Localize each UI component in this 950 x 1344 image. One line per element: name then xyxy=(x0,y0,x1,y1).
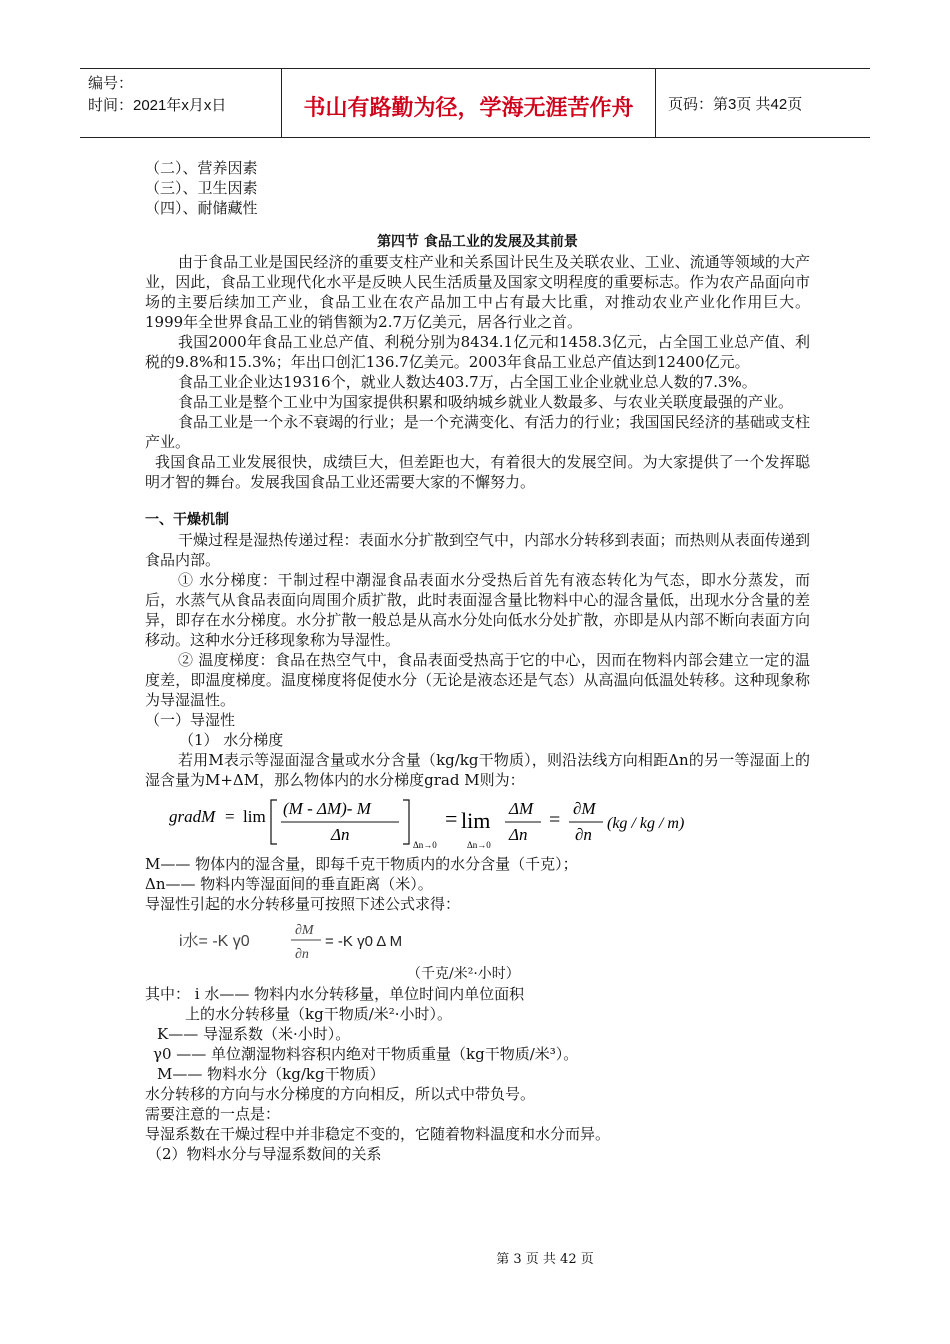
paragraph: 食品工业是一个永不衰竭的行业；是一个充满变化、有活力的行业；我国国民经济的基础或支柱产业。 xyxy=(145,413,810,451)
paragraph: 水分转移的方向与水分梯度的方向相反，所以式中带负号。 xyxy=(145,1085,536,1103)
formula2-num: ∂M xyxy=(295,923,314,938)
definition: 上的水分转移量（kg干物质/米²·小时）。 xyxy=(185,1005,453,1023)
paragraph: ② 温度梯度：食品在热空气中，食品表面受热高于它的中心，因而在物料内部会建立一定的温度差，即温度梯度。温度梯度将促使水分（无论是液态还是气态）从高温向低温处转移。这种现象称为导湿温性。 xyxy=(145,651,810,709)
formula-den2: Δn xyxy=(509,825,528,844)
paragraph: 若用M表示等湿面湿含量或水分含量（kg/kg干物质），则沿法线方向相距Δn的另一等湿面上的湿含量为M+ΔM，那么物体内的水分梯度grad M则为： xyxy=(145,751,810,789)
page-header xyxy=(80,68,870,138)
formula2-rhs: = -K γ0 Δ M xyxy=(325,933,403,950)
formula-unit: （千克/米²·小时） xyxy=(407,966,520,982)
paragraph: 干燥过程是湿热传递过程：表面水分扩散到空气中，内部水分转移到表面；而热则从表面传递到食品内部。 xyxy=(145,531,810,569)
subheading: （一）导湿性 xyxy=(145,711,236,729)
formula-num3: ∂M xyxy=(573,799,596,818)
definition: Δn—— 物料内等湿面间的垂直距离（米）。 xyxy=(145,875,433,893)
formula-equals: = xyxy=(225,807,235,826)
paragraph: 我国食品工业发展很快，成绩巨大，但差距也大，有着很大的发展空间。为大家提供了一个发挥聪明才智的舞台。发展我国食品工业还需要大家的不懈努力。 xyxy=(145,453,810,491)
definition: 导湿性引起的水分转移量可按照下述公式求得： xyxy=(145,895,461,913)
formula-units: (kg / kg / m) xyxy=(607,815,685,832)
formula-transfer-svg xyxy=(179,918,479,964)
paragraph: 食品工业是整个工业中为国家提供积累和吸纳城乡就业人数最多、与农业关联度最强的产业。 xyxy=(178,393,794,411)
page-footer xyxy=(0,1248,950,1267)
formula-grad-m-svg xyxy=(165,792,725,852)
heading: 一、干燥机制 xyxy=(145,512,229,528)
header-meta xyxy=(80,69,282,137)
paragraph: 由于食品工业是国民经济的重要支柱产业和关系国计民生及关联农业、工业、流通等领域的大产业，因此，食品工业现代化水平是反映人民生活质量及国家文明程度的重要标志。作为农产品面向市场的主要后续加工产业，食品工业在农产品加工中占有最大比重，对推动农业产业化作用巨大。1999年全世界食品工业的销售额为2.7万亿美元，居各行业之首。 xyxy=(145,253,810,331)
paragraph: 需要注意的一点是： xyxy=(145,1105,281,1123)
paragraph: 食品工业企业达19316个，就业人数达403.7万，占全国工业企业就业总人数的7.3%。 xyxy=(178,373,757,391)
list-item: （二）、营养因素 xyxy=(145,159,258,177)
definition: 其中： i 水—— 物料内水分转移量，单位时间内单位面积 xyxy=(145,985,525,1003)
formula-limit-sub-2: Δn→0 xyxy=(467,840,491,850)
list-item: （四）、耐储藏性 xyxy=(145,199,258,217)
time-label: 时间：2021年x月x日 xyxy=(88,97,227,114)
definition: K—— 导湿系数（米·小时）。 xyxy=(157,1025,351,1043)
subheading: （1） 水分梯度 xyxy=(179,731,284,749)
section-title: 第四节 食品工业的发展及其前景 xyxy=(377,234,578,250)
formula-limit-sub: Δn→0 xyxy=(413,840,437,850)
number-label: 编号： xyxy=(88,75,134,92)
formula-denominator: Δn xyxy=(331,825,350,844)
left-bracket xyxy=(271,800,277,844)
header-page-label: 页码：第3页 共42页 xyxy=(668,95,803,113)
definition: M—— 物料水分（kg/kg干物质） xyxy=(157,1065,385,1083)
subheading: （2）物料水分与导湿系数间的关系 xyxy=(147,1145,382,1163)
header-motto: 书山有路勤为径，学海无涯苦作舟 xyxy=(282,69,656,137)
formula2-den: ∂n xyxy=(295,947,309,962)
formula-lim: lim xyxy=(243,807,266,826)
document-body xyxy=(145,158,810,1164)
definition: γ0 —— 单位潮湿物料容积内绝对干物质重量（kg干物质/米³）。 xyxy=(153,1045,579,1063)
formula2-lhs: i水= -K γ0 xyxy=(179,933,250,950)
footer-page-number: 第 3 页 共 42 页 xyxy=(496,1252,594,1267)
right-bracket xyxy=(403,800,409,844)
definition: M—— 物体内的湿含量，即每千克干物质内的水分含量（千克）； xyxy=(145,855,578,873)
paragraph: 我国2000年食品工业总产值、利税分别为8434.1亿元和1458.3亿元，占全国工业总产值、利税的9.8%和15.3%；年出口创汇136.7亿美元。2003年食品工业总产值达到12400亿元。 xyxy=(145,333,810,371)
paragraph: ① 水分梯度：干制过程中潮湿食品表面水分受热后首先有液态转化为气态，即水分蒸发，而后，水蒸气从食品表面向周围介质扩散，此时表面湿含量比物料中心的湿含量低，出现水分含量的差异，即存在水分梯度。水分扩散一般总是从高水分处向低水分处扩散，亦即是从内部不断向表面方向移动。这种水分迁移现象称为导湿性。 xyxy=(145,571,810,649)
formula-den3: ∂n xyxy=(575,825,592,844)
formula-numerator: (M - ΔM)- M xyxy=(283,799,371,818)
formula-equals-3: = xyxy=(549,809,561,831)
formula-num2: ΔM xyxy=(509,799,534,818)
formula-equals-2: = xyxy=(445,806,458,831)
formula-grad-m xyxy=(165,792,810,852)
formula-lhs: gradM xyxy=(169,807,216,826)
formula-transfer xyxy=(179,918,810,964)
formula-lim-2: lim xyxy=(461,808,491,833)
list-item: （三）、卫生因素 xyxy=(145,179,258,197)
paragraph: 导湿系数在干燥过程中并非稳定不变的，它随着物料温度和水分而异。 xyxy=(145,1125,611,1143)
